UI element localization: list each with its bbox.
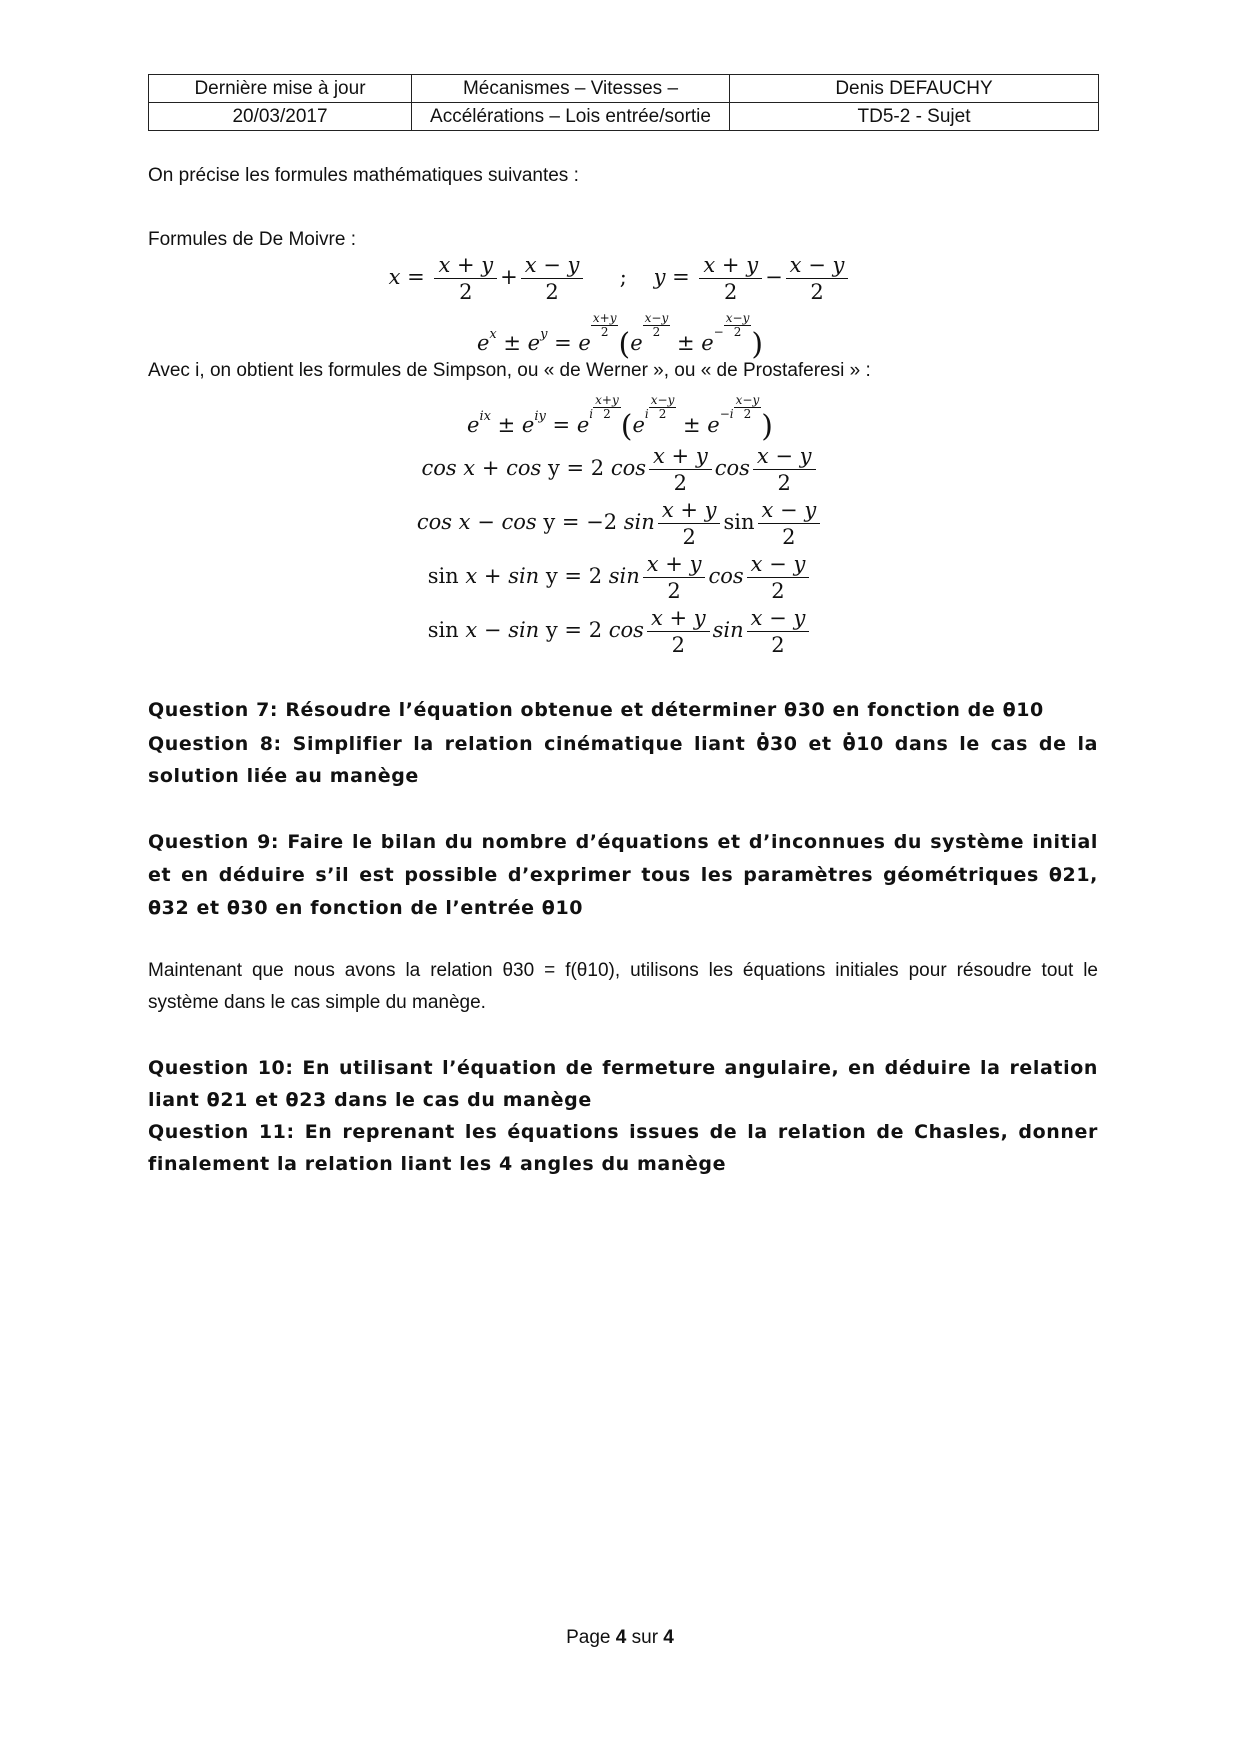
question-7 <box>148 694 1098 726</box>
equation-de-moivre-exp: $e^x \pm e^y = e$ $\frac{x+y}{2}$ (e $\frac{x-y}{2}$ ± e− $\frac{x-y}{2}$ ) <box>476 311 764 362</box>
equation-sin-plus-sin: sin x + sin y = 2 sin $\frac{x + y}{2}$ cos $\frac{x - y}{2}$ <box>0 551 1240 604</box>
question-8-label: Question 8: <box>148 733 282 755</box>
equation-simpson-exp: $e^{ix} \pm e^{iy}$ = ei $\frac{x+y}{2}$ (ei $\frac{x-y}{2}$ ± e−i $\frac{x-y}{2}$ ) <box>467 393 773 444</box>
footer-page-total: 4 <box>663 1627 674 1648</box>
header-document-id: TD5-2 - Sujet <box>730 103 1099 131</box>
footer-middle: sur <box>626 1627 664 1648</box>
equation-cos-plus-cos: cos x + cos y = 2 cos $\frac{x + y}{2}$ cos $\frac{x - y}{2}$ <box>0 443 1240 496</box>
equation-cos-minus-cos: cos x − cos y = −2 sin $\frac{x + y}{2}$ sin $\frac{x - y}{2}$ <box>0 497 1240 550</box>
simpson-label: Avec i, on obtient les formules de Simpson, ou « de Werner », ou « de Prostaferesi » : <box>148 360 871 381</box>
question-10-label: Question 10: <box>148 1057 294 1079</box>
question-7-label: Question 7: <box>148 699 279 721</box>
header-subject-line2: Accélérations – Lois entrée/sortie <box>412 103 730 131</box>
question-11-text: En reprenant les équations issues de la relation de Chasles, donner finalement la relation liant les 4 angles du manège <box>148 1121 1098 1175</box>
de-moivre-label: Formules de De Moivre : <box>148 229 357 250</box>
question-9-label: Question 9: <box>148 831 280 853</box>
header-subject-line1: Mécanismes – Vitesses – <box>412 75 730 103</box>
header-date: 20/03/2017 <box>149 103 412 131</box>
header-update-label: Dernière mise à jour <box>149 75 412 103</box>
footer-page-number: 4 <box>615 1627 627 1648</box>
intro-text: On précise les formules mathématiques suivantes : <box>148 165 579 186</box>
question-10 <box>148 1052 1098 1116</box>
equation-de-moivre-xy: x = $\frac{x + y}{2}$ + $\frac{x - y}{2}$ ; y = $\frac{x + y}{2}$ − $\frac{x - y}{2}$ <box>0 252 1240 305</box>
footer-prefix: Page <box>566 1627 616 1648</box>
question-9 <box>148 826 1098 925</box>
relation-paragraph: Maintenant que nous avons la relation θ30 = f(θ10), utilisons les équations initiales pour résoudre tout le système dans le cas simple du manège. <box>148 960 1098 1013</box>
header-author: Denis DEFAUCHY <box>730 75 1099 103</box>
question-7-text: Résoudre l’équation obtenue et déterminer θ30 en fonction de θ10 <box>285 699 1044 721</box>
question-8-text: Simplifier la relation cinématique liant θ̇30 et θ̇10 dans le cas de la solution liée au manège <box>148 733 1098 787</box>
question-11-label: Question 11: <box>148 1121 295 1143</box>
equation-sin-minus-sin: sin x − sin y = 2 cos $\frac{x + y}{2}$ sin $\frac{x - y}{2}$ <box>0 605 1240 658</box>
question-8 <box>148 728 1098 792</box>
page-footer <box>0 1627 1240 1649</box>
question-10-text: En utilisant l’équation de fermeture angulaire, en déduire la relation liant θ21 et θ23 dans le cas du manège <box>148 1057 1099 1111</box>
question-9-text: Faire le bilan du nombre d’équations et d’inconnues du système initial et en déduire s’il est possible d’exprimer tous les paramètres géométriques θ21, θ32 et θ30 en fonction de l’entrée θ10 <box>148 831 1098 919</box>
header-table <box>148 74 1099 131</box>
question-11 <box>148 1116 1098 1180</box>
